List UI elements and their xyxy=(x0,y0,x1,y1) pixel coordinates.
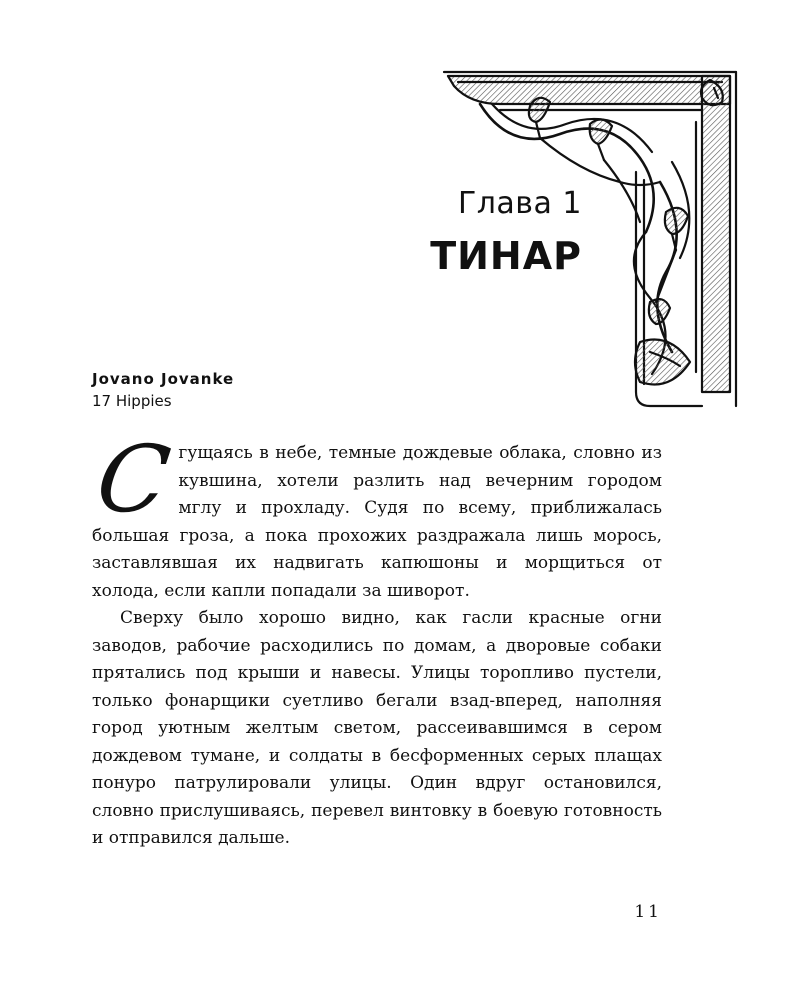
drop-cap: С xyxy=(90,426,176,533)
page-number: 11 xyxy=(634,902,662,922)
epigraph xyxy=(92,368,234,412)
paragraph-1-text: гущаясь в небе, темные дождевые облака, словно из кувшина, хотели разлить над вечерним городом мглу и прохладу. Судя по всему, приближалась большая гроза, а пока прохожих раздражала лишь морось, заставлявшая их надвигать капюшоны и морщиться от холода, если капли попадали за шиворот. xyxy=(92,443,662,601)
chapter-label: Глава 1 xyxy=(457,186,582,221)
epigraph-song: 17 Hippies xyxy=(92,392,172,410)
paragraph-1 xyxy=(90,426,662,605)
paragraph-2: Сверху было хорошо видно, как гасли красные огни заводов, рабочие расходились по домам, а дворовые собаки прятались под крыши и навесы. Улицы торопливо пустели, только фонарщики суетливо бегали взад-вперед, наполняя город уютным желтым светом, рассеивавшимся в сером дождевом тумане, и солдаты в бесформенных серых плащах понуро патрулировали улицы. Один вдруг остановился, словно прислушиваясь, перевел винтовку в боевую готовность и отправился дальше. xyxy=(92,608,662,848)
chapter-body xyxy=(90,426,662,853)
epigraph-artist: Jovano Jovanke xyxy=(92,370,235,388)
chapter-title: ТИНАР xyxy=(430,234,582,278)
